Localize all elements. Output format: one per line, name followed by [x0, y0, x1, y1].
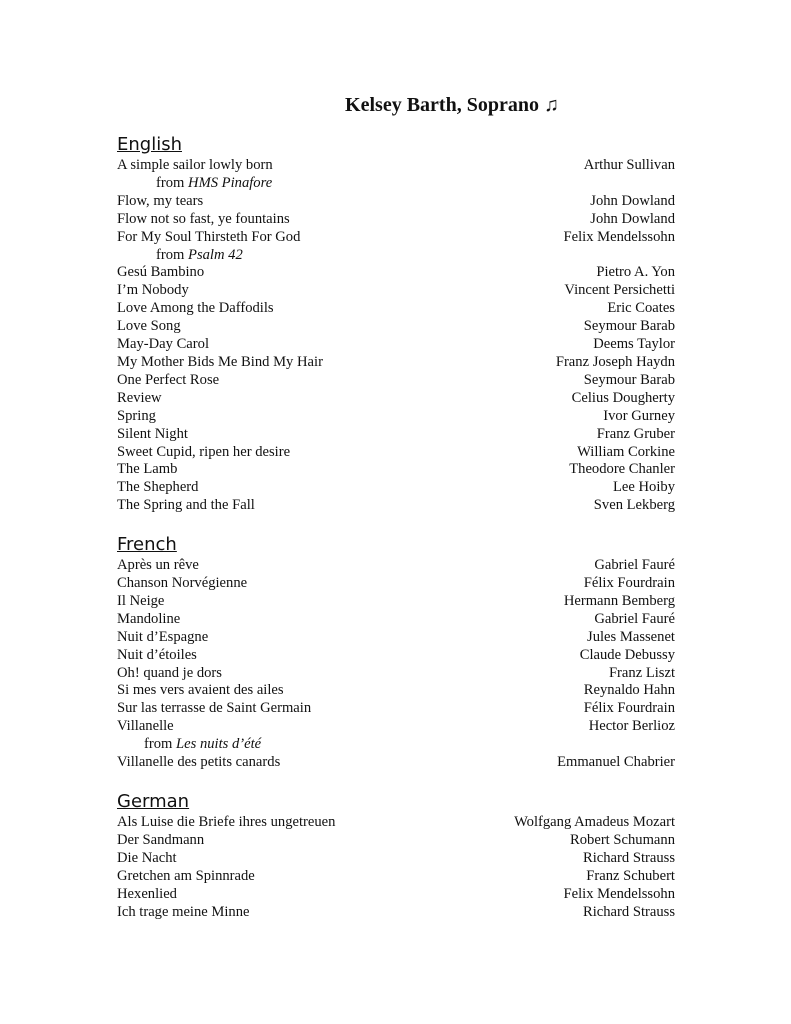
composer-name: Seymour Barab	[583, 318, 675, 335]
source-prefix: from	[156, 174, 189, 191]
list-item	[117, 193, 675, 211]
composer-name: Theodore Chanler	[569, 461, 675, 478]
list-item	[117, 593, 675, 611]
piece-title: Hexenlied	[117, 885, 177, 902]
piece-title: The Spring and the Fall	[117, 497, 255, 514]
list-item	[117, 157, 675, 175]
composer-name: Vincent Persichetti	[564, 282, 675, 299]
piece-title: Als Luise die Briefe ihres ungetreuen	[117, 814, 336, 830]
composer-name: Eric Coates	[607, 300, 675, 317]
list-item	[117, 444, 675, 462]
list-item	[117, 426, 675, 444]
list-item	[117, 229, 675, 247]
list-item	[117, 461, 675, 479]
composer-name: Richard Strauss	[582, 903, 675, 920]
list-item	[117, 497, 675, 515]
list-item	[117, 354, 675, 372]
composer-name: Felix Mendelssohn	[563, 228, 675, 245]
piece-title: Si mes vers avaient des ailes	[117, 682, 284, 699]
composer-name: Félix Fourdrain	[583, 700, 675, 717]
section-french	[117, 534, 675, 772]
list-item	[117, 832, 675, 850]
piece-title: Silent Night	[117, 425, 188, 442]
list-item	[117, 868, 675, 886]
composer-name: Robert Schumann	[570, 831, 675, 848]
composer-name: Lee Hoiby	[612, 479, 675, 496]
composer-name: Ivor Gurney	[603, 407, 675, 424]
composer-name: Sven Lekberg	[593, 497, 675, 514]
source-work-line	[117, 736, 675, 754]
piece-title: Nuit d’Espagne	[117, 628, 209, 645]
composer-name: Félix Fourdrain	[583, 575, 675, 592]
piece-title: Flow not so fast, ye fountains	[117, 210, 290, 227]
list-item	[117, 647, 675, 665]
source-work-line	[117, 175, 675, 193]
list-item	[117, 408, 675, 426]
list-item	[117, 336, 675, 354]
source-prefix: from	[144, 736, 177, 753]
list-item	[117, 850, 675, 868]
composer-name: Franz Joseph Haydn	[555, 353, 675, 370]
composer-name: Seymour Barab	[583, 371, 675, 388]
piece-title: Chanson Norvégienne	[117, 575, 248, 592]
section-heading: English	[117, 134, 182, 155]
composer-name: John Dowland	[590, 192, 675, 209]
piece-title: Nuit d’étoiles	[117, 646, 197, 663]
composer-name: William Corkine	[577, 443, 675, 460]
piece-title: A simple sailor lowly born	[117, 157, 273, 173]
list-item	[117, 700, 675, 718]
list-item	[117, 264, 675, 282]
list-item	[117, 629, 675, 647]
source-work-title: Psalm 42	[188, 246, 243, 263]
section-english	[117, 134, 675, 515]
list-item	[117, 904, 675, 922]
piece-title: Flow, my tears	[117, 192, 204, 209]
composer-name: Felix Mendelssohn	[563, 885, 675, 902]
piece-title: One Perfect Rose	[117, 371, 220, 388]
list-item	[117, 372, 675, 390]
piece-title: Spring	[117, 407, 156, 424]
list-item	[117, 557, 675, 575]
piece-title: Villanelle des petits canards	[117, 754, 281, 771]
piece-title: Oh! quand je dors	[117, 664, 222, 681]
piece-title: Villanelle	[117, 718, 174, 735]
piece-title: Gretchen am Spinnrade	[117, 867, 255, 884]
composer-name: Franz Gruber	[596, 425, 675, 442]
list-item	[117, 886, 675, 904]
composer-name: Celius Dougherty	[571, 389, 675, 406]
list-item	[117, 814, 675, 832]
piece-title: Love Song	[117, 318, 181, 335]
composer-name: Reynaldo Hahn	[583, 682, 675, 699]
composer-name: Gabriel Fauré	[594, 557, 675, 574]
composer-name: Claude Debussy	[579, 646, 675, 663]
composer-name: Gabriel Fauré	[594, 610, 675, 627]
piece-title: I’m Nobody	[117, 282, 189, 299]
repertoire-sections	[117, 134, 675, 921]
composer-name: Arthur Sullivan	[583, 157, 675, 173]
piece-title: My Mother Bids Me Bind My Hair	[117, 353, 323, 370]
list-item	[117, 318, 675, 336]
piece-title: May-Day Carol	[117, 336, 209, 353]
piece-title: Der Sandmann	[117, 831, 205, 848]
source-work-line	[117, 247, 675, 265]
composer-name: John Dowland	[590, 210, 675, 227]
composer-name: Hector Berlioz	[588, 718, 675, 735]
piece-title: The Shepherd	[117, 479, 199, 496]
list-item	[117, 211, 675, 229]
piece-title: Ich trage meine Minne	[117, 903, 250, 920]
composer-name: Franz Schubert	[586, 867, 675, 884]
piece-title: The Lamb	[117, 461, 178, 478]
composer-name: Deems Taylor	[593, 336, 675, 353]
list-item	[117, 754, 675, 772]
list-item	[117, 611, 675, 629]
source-work-title: HMS Pinafore	[188, 174, 273, 191]
composer-name: Wolfgang Amadeus Mozart	[514, 814, 675, 830]
list-item	[117, 300, 675, 318]
source-work-title: Les nuits d’été	[176, 736, 262, 753]
list-item	[117, 682, 675, 700]
composer-name: Jules Massenet	[587, 628, 675, 645]
list-item	[117, 479, 675, 497]
composer-name: Hermann Bemberg	[563, 592, 675, 609]
composer-name: Pietro A. Yon	[596, 264, 675, 281]
piece-title: Love Among the Daffodils	[117, 300, 274, 317]
source-prefix: from	[156, 246, 189, 263]
section-german	[117, 791, 675, 921]
page-title: Kelsey Barth, Soprano ♫	[345, 94, 559, 116]
piece-title: Review	[117, 389, 162, 406]
composer-name: Franz Liszt	[608, 664, 675, 681]
section-heading: German	[117, 791, 190, 812]
piece-title: Sur las terrasse de Saint Germain	[117, 700, 312, 717]
piece-title: Sweet Cupid, ripen her desire	[117, 443, 291, 460]
list-item	[117, 390, 675, 408]
piece-title: Gesú Bambino	[117, 264, 205, 281]
piece-title: Mandoline	[117, 610, 181, 627]
list-item	[117, 718, 675, 736]
piece-title: For My Soul Thirsteth For God	[117, 228, 301, 245]
list-item	[117, 575, 675, 593]
composer-name: Richard Strauss	[582, 849, 675, 866]
repertoire-page	[117, 92, 675, 921]
composer-name: Emmanuel Chabrier	[557, 754, 675, 771]
list-item	[117, 282, 675, 300]
piece-title: Die Nacht	[117, 849, 177, 866]
piece-title: Il Neige	[117, 592, 165, 609]
list-item	[117, 665, 675, 683]
piece-title: Après un rêve	[117, 557, 199, 574]
section-heading: French	[117, 534, 177, 556]
